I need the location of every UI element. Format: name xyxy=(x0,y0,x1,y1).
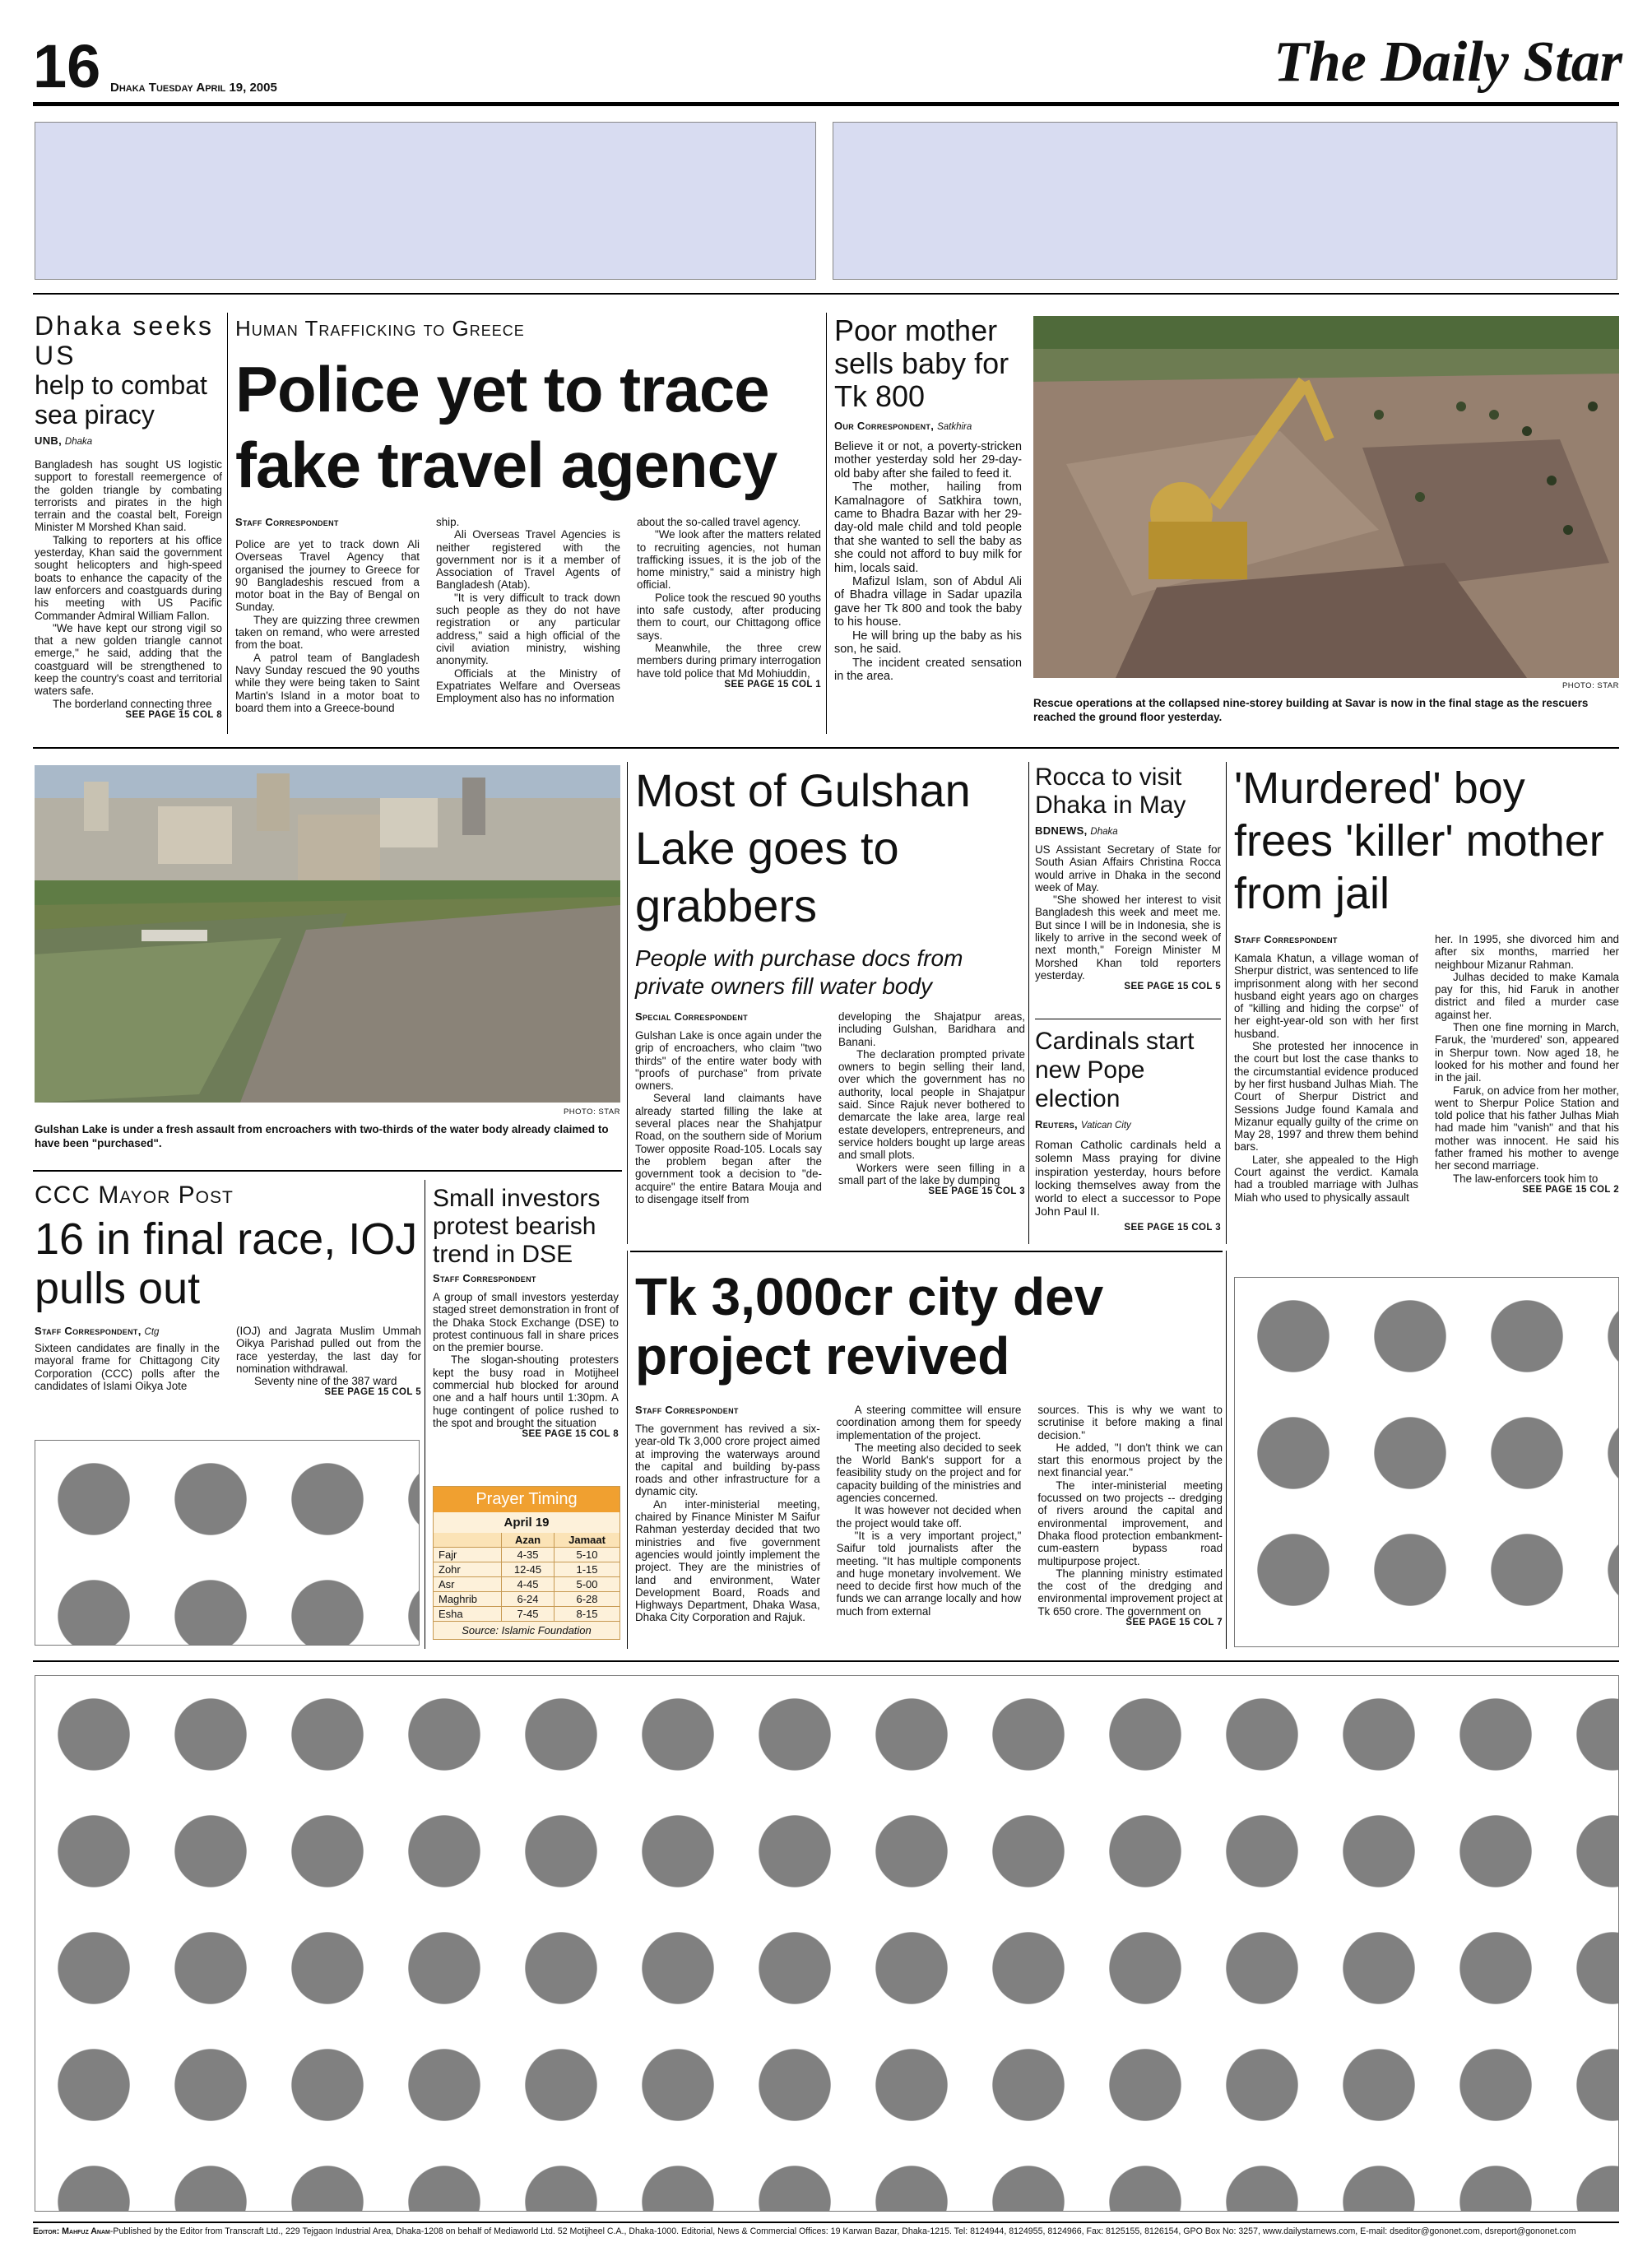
byline: Staff Correspondent xyxy=(433,1272,536,1284)
prayer-header-name xyxy=(434,1533,501,1548)
story-body-col1 xyxy=(635,1029,822,1205)
prayer-date: April 19 xyxy=(503,1516,550,1530)
see-page-link[interactable]: SEE PAGE 15 COL 7 xyxy=(1125,1618,1223,1628)
paragraph: developing the Shajatpur areas, including Gulshan, Baridhara and Banani. xyxy=(838,1010,1025,1048)
editor-label: Editor: Mahfuz Anam xyxy=(33,2226,110,2236)
photo-savar-rescue xyxy=(1033,316,1619,678)
prayer-azan: 4-45 xyxy=(501,1577,554,1592)
byline-agency: Reuters, xyxy=(1035,1118,1078,1130)
byline-place: Vatican City xyxy=(1080,1121,1131,1130)
byline-place: Ctg xyxy=(144,1327,160,1337)
ad-space-right xyxy=(833,122,1617,280)
paragraph: Talking to reporters at his office yesterday, Khan said the government sought helicopters and high-speed boats to enhance the capacity of the law enforcers and coastguards during his meeting with US Pacific Commander Admiral William Fallon. xyxy=(35,533,222,622)
page-number: 16 xyxy=(33,32,101,100)
byline xyxy=(1035,1118,1221,1130)
prayer-row xyxy=(434,1577,620,1592)
paragraph: Ali Overseas Travel Agencies is neither registered with the government nor is it a member of Association of Travel Agents of Bangladesh (Atab). xyxy=(436,528,620,592)
headline: Police yet to trace fake travel agency xyxy=(235,353,777,501)
masthead-rule xyxy=(33,102,1619,106)
column-rule xyxy=(627,762,628,1244)
story-body-col1 xyxy=(235,538,420,714)
section-rule xyxy=(33,747,1619,749)
story-small-investors xyxy=(433,1185,619,1439)
prayer-name: Esha xyxy=(434,1607,501,1622)
story-body-col2 xyxy=(1435,933,1619,1185)
paragraph: An inter-ministerial meeting, chaired by Finance Minister M Saifur Rahman yesterday decided that two ministries and five government agencies would jointly implement the project. They are the ministries of land and environment, Water Development Board, Roads and Highways Department, Dhaka Wasa, Dhaka City Corporation and Rajuk. xyxy=(635,1497,820,1624)
paragraph: The meeting also decided to seek the World Bank's support for a feasibility study on the project and for capacity building of the ministries and agencies concerned. xyxy=(836,1441,1022,1505)
story-body xyxy=(1035,843,1221,982)
paper-name-logo: The Daily Star xyxy=(1274,30,1622,94)
column-rule xyxy=(1226,1251,1227,1649)
dateline: Dhaka Tuesday April 19, 2005 xyxy=(110,81,277,95)
prayer-col-azan: Azan xyxy=(501,1533,554,1548)
paragraph: The slogan-shouting protesters kept the busy road in Motijheel commercial hub blocked for around one and a half hours until 1:30pm. A huge contingent of police rushed to the spot and brought the situation xyxy=(433,1353,619,1429)
prayer-name: Maghrib xyxy=(434,1592,501,1607)
story-rocca xyxy=(1035,764,1221,991)
byline: Staff Correspondent xyxy=(235,516,339,528)
paragraph: "It is very difficult to track down such people as they do not have registration or any particular address," said a high official of the civil aviation ministry, wishing anonymity. xyxy=(436,591,620,667)
paragraph: (IOJ) and Jagrata Muslim Ummah Oikya Parishad pulled out from the race yesterday, the last day for nomination withdrawal. xyxy=(236,1325,421,1375)
story-body-col1 xyxy=(1234,952,1418,1204)
paragraph: Faruk, on advice from her mother, went to Sherpur Police Station and told police that his father Julhas Miah had made him "vanish" and that his mother was innocent. He said his father framed his mother to avenge her second marriage. xyxy=(1435,1084,1619,1172)
see-page-link[interactable]: SEE PAGE 15 COL 3 xyxy=(1124,1222,1221,1233)
prayer-azan: 6-24 xyxy=(501,1592,554,1607)
paragraph: sources. This is why we want to scrutinise it before making a final decision." xyxy=(1037,1404,1223,1442)
story-body-col1 xyxy=(35,1342,220,1392)
prayer-header-row xyxy=(434,1533,620,1548)
prayer-table xyxy=(434,1533,620,1622)
prayer-row xyxy=(434,1592,620,1607)
prayer-col-jamaat: Jamaat xyxy=(555,1533,620,1548)
photo-caption: Rescue operations at the collapsed nine-storey building at Savar is now in the final stage as the rescuers reached the ground floor yesterday. xyxy=(1033,697,1589,723)
paragraph: US Assistant Secretary of State for South Asian Affairs Christina Rocca would arrive in Dhaka in the second week of May. xyxy=(1035,843,1221,894)
paragraph: Then one fine morning in March, Faruk, the 'murdered' son, appeared in Sherpur town. Now aged 18, he looked for his mother and found her in the jail. xyxy=(1435,1021,1619,1084)
story-body-col2 xyxy=(837,1404,1022,1618)
story-body-col3 xyxy=(637,516,821,680)
paragraph: A group of small investors yesterday staged street demonstration in front of the Dhaka Stock Exchange (DSE) to protest continuous fall in share prices on the premier bourse. xyxy=(433,1291,619,1354)
headline-part2: help to combat sea piracy xyxy=(35,370,207,429)
photo-caption: Gulshan Lake is under a fresh assault from encroachers with two-thirds of the water body already claimed to have been "purchased". xyxy=(35,1123,609,1149)
byline xyxy=(35,434,222,447)
ad-space-left xyxy=(35,122,816,280)
paragraph: Roman Catholic cardinals held a solemn Mass praying for divine inspiration yesterday, hours before locking themselves away from the world to elect a successor to Pope John Paul II. xyxy=(1035,1139,1221,1219)
headline-part1: Dhaka seeks US xyxy=(35,311,214,370)
kicker: CCC Mayor Post xyxy=(35,1182,234,1209)
column-rule xyxy=(826,313,827,734)
paragraph: Several land claimants have already started filling the lake at several places near the Shahjatpur Road, on the southern side of Morium Tower opposite Road-105. Locals say the problem began after the government took a decision to "de-acquire" the entire Batara Mouja and to disengage itself from xyxy=(635,1092,822,1205)
paragraph: "She showed her interest to visit Bangladesh this week and meet me. But since I will be in Indonesia, she is likely to arrive in the second week of next month," Foreign Minister M Morshed Khan told reporters yesterday. xyxy=(1035,894,1221,982)
story-body-col1 xyxy=(635,1423,820,1624)
headline: Most of Gulshan Lake goes to grabbers xyxy=(635,764,971,931)
decorative-polka-dot-block xyxy=(35,1440,420,1646)
paragraph: The planning ministry estimated the cost of the dredging and environmental improvement project at Tk 650 crore. The government on xyxy=(1037,1567,1223,1618)
paragraph: It was however not decided when the project would take off. xyxy=(836,1504,1022,1530)
paragraph: "It is a very important project," Saifur told journalists after the meeting. "It has multiple components and huge monetary involvement. We need to decide first how much of the funds we can arrange locally and how much from external xyxy=(836,1529,1022,1618)
byline-label: Our Correspondent, xyxy=(834,420,935,432)
story-police xyxy=(235,316,821,714)
paragraph: He will bring up the baby as his son, he said. xyxy=(834,629,1022,657)
paragraph: A patrol team of Bangladesh Navy Sunday rescued the 90 youths while they were being taken to Saint Martin's Island in a motor boat to board them into a Greece-bound xyxy=(235,651,420,714)
paragraph: ship. xyxy=(436,516,460,528)
paragraph: The government has revived a six-year-old Tk 3,000 crore project aimed at improving the waterways around the capital and building by-pass roads and other infrastructure for a dynamic city. xyxy=(635,1423,820,1498)
paragraph: Police took the rescued 90 youths into safe custody, after producing them to court, our Chittagong office says. xyxy=(637,591,821,642)
paragraph: The inter-ministerial meeting focussed on two projects -- dredging of rivers around the capital and environmental improvement, and Dhaka flood protection embankment-cum-eastern bypass road multipurpose project. xyxy=(1037,1479,1223,1567)
story-body-col2 xyxy=(838,1010,1025,1186)
prayer-name: Asr xyxy=(434,1577,501,1592)
byline: Staff Correspondent xyxy=(1234,933,1338,945)
byline-place: Dhaka xyxy=(64,437,93,447)
see-page-link[interactable]: SEE PAGE 15 COL 8 xyxy=(522,1429,619,1440)
story-body xyxy=(35,458,222,710)
see-page-link[interactable]: SEE PAGE 15 COL 1 xyxy=(724,679,821,689)
prayer-row xyxy=(434,1548,620,1562)
ad-divider-rule xyxy=(33,293,1619,295)
prayer-azan: 12-45 xyxy=(501,1562,554,1577)
column-rule xyxy=(1028,762,1029,1244)
see-page-link[interactable]: SEE PAGE 15 COL 5 xyxy=(1124,982,1221,992)
paragraph: Workers were seen filling in a small part of the lake by dumping xyxy=(838,1161,1025,1186)
paragraph: Bangladesh has sought US logistic support to forestall reemergence of the golden triangle by combating terrorists and pirates in the high terrain and the coastal belt, Foreign Minister M Morshed Khan said. xyxy=(35,458,222,534)
paragraph: Sixteen candidates are finally in the mayoral frame for Chittagong City Corporation (CCC) polls after the candidates of Islami Oikya Jote xyxy=(35,1342,220,1392)
savar-rubble-image xyxy=(1033,316,1619,678)
prayer-timing-box xyxy=(433,1486,620,1640)
paragraph: Believe it or not, a poverty-stricken mother yesterday sold her 29-day-old baby after she failed to feed it. xyxy=(834,440,1022,481)
column-rule xyxy=(1226,762,1227,1244)
column-rule xyxy=(227,313,228,734)
prayer-row xyxy=(434,1562,620,1577)
paragraph: Police are yet to track down Ali Overseas Travel Agency that organised the journey to Greece for 90 Bangladeshis rescued from a motor boat in the Bay of Bengal on Sunday. xyxy=(235,538,420,614)
story-gulshan xyxy=(635,762,1025,1205)
decorative-polka-dot-block xyxy=(1234,1277,1619,1647)
prayer-azan: 4-35 xyxy=(501,1548,554,1562)
prayer-jamaat: 5-10 xyxy=(555,1548,620,1562)
story-body-col2 xyxy=(236,1325,421,1387)
story-cardinals xyxy=(1035,1027,1221,1233)
paragraph: The mother, hailing from Kamalnagore of Satkhira town, came to Bhadra Bazar with her 29-day-old male child and told people that she wanted to sell the baby as she could not afford to buy milk for him, locals said. xyxy=(834,481,1022,575)
photo-credit: PHOTO: STAR xyxy=(563,1107,620,1117)
see-page-link[interactable]: SEE PAGE 15 COL 3 xyxy=(928,1186,1025,1197)
footer-imprint xyxy=(33,2226,1619,2236)
prayer-source: Source: Islamic Foundation xyxy=(462,1624,592,1637)
paragraph: The incident created sensation in the area. xyxy=(834,656,1022,683)
paragraph: Officials at the Ministry of Expatriates Welfare and Overseas Employment also has no information xyxy=(436,666,620,705)
section-rule xyxy=(630,1251,1223,1252)
story-body-col3 xyxy=(1037,1404,1223,1618)
byline-place: Satkhira xyxy=(937,422,972,432)
photo-gulshan-lake xyxy=(35,765,620,1103)
headline: Cardinals start new Pope election xyxy=(1035,1028,1195,1112)
story-body-col2 xyxy=(436,516,620,704)
story-city-dev xyxy=(635,1267,1223,1627)
paragraph: Later, she appealed to the High Court against the verdict. Kamala had a troubled marriage with Julhas Miah who used to physically assault xyxy=(1234,1153,1418,1204)
story-poor-mother xyxy=(834,314,1022,683)
gulshan-lake-image xyxy=(35,765,620,1103)
paragraph: The borderland connecting three xyxy=(53,697,212,710)
see-page-link[interactable]: SEE PAGE 15 COL 2 xyxy=(1522,1184,1619,1195)
prayer-name: Fajr xyxy=(434,1548,501,1562)
headline: Tk 3,000cr city dev project revived xyxy=(635,1267,1104,1386)
prayer-azan: 7-45 xyxy=(501,1607,554,1622)
byline: Staff Correspondent xyxy=(635,1404,739,1416)
photo-credit: PHOTO: STAR xyxy=(1562,681,1619,690)
paragraph: Seventy nine of the 387 ward xyxy=(254,1375,397,1388)
see-page-link[interactable]: SEE PAGE 15 COL 5 xyxy=(324,1387,421,1398)
footer-rule xyxy=(33,2222,1619,2223)
paragraph: The declaration prompted private owners to begin selling their land, over which the government has no authority, local people in Shajatpur said. Since Rajuk never bothered to demarcate the lake area, large real estate developers, entrepreneurs, and service holders bought up large areas and small plots. xyxy=(838,1047,1025,1162)
headline: Small investors protest bearish trend in DSE xyxy=(433,1185,601,1268)
paragraph: "We have kept our strong vigil so that a new golden triangle cannot emerge," he said, adding that the coastguard will be strengthened to keep the country's coast and territorial waters safe. xyxy=(35,621,222,698)
prayer-jamaat: 1-15 xyxy=(555,1562,620,1577)
byline-label: Staff Correspondent, xyxy=(35,1325,142,1337)
byline-agency: BDNEWS, xyxy=(1035,824,1088,837)
byline-agency: UNB, xyxy=(35,434,62,447)
imprint-text: -Published by the Editor from Transcraft Ltd., 229 Tejgaon Industrial Area, Dhaka-1208 on behalf of Mediaworld Ltd. 52 Motijheel C.A., Dhaka-1000. Editorial, News & Commercial Offices: 19 Karwan Bazar, Dhaka-1215. Tel: 8124944, 8124955, 8124966, Fax: 8125155, 8126154, GPO Box No: 3257, www.dailystarnews.com, E-mail: dseditor@gononet.com, dsreport@gononet.com xyxy=(109,2226,1576,2236)
story-body xyxy=(834,440,1022,683)
prayer-name: Zohr xyxy=(434,1562,501,1577)
paragraph: The law-enforcers took him to xyxy=(1453,1172,1599,1185)
paragraph: She protested her innocence in the court but lost the case thanks to the circumstantial evidence produced by her first husband Julhas Miah. The Court of Sherpur District and Sessions Judge found Kamala and Mizanur equally guilty of the crime on May 28, 1997 and threw them behind bars. xyxy=(1234,1040,1418,1154)
decorative-polka-dot-ad xyxy=(35,1675,1619,2212)
prayer-jamaat: 6-28 xyxy=(555,1592,620,1607)
section-rule xyxy=(33,1170,622,1172)
column-rule xyxy=(627,1251,628,1649)
byline xyxy=(35,1325,220,1337)
paragraph: about the so-called travel agency. xyxy=(637,516,801,528)
story-sea-piracy xyxy=(35,311,222,720)
prayer-title: Prayer Timing xyxy=(434,1487,620,1512)
story-ccc-mayor xyxy=(35,1182,421,1397)
paragraph: A steering committee will ensure coordination among them for speedy implementation of the project. xyxy=(836,1404,1022,1442)
paragraph: her. In 1995, she divorced him and after six months, married her neighbour Mizanur Rahman. xyxy=(1435,933,1619,971)
paragraph: Meanwhile, the three crew members during primary interrogation have told police that Md Mohiuddin, xyxy=(637,641,821,680)
paragraph: Mafizul Islam, son of Abdul Ali of Bhadra village in Sadar upazila gave her Tk 800 and took the baby to his house. xyxy=(834,575,1022,629)
prayer-jamaat: 8-15 xyxy=(555,1607,620,1622)
byline: Special Correspondent xyxy=(635,1010,748,1023)
kicker: Human Trafficking to Greece xyxy=(235,316,525,341)
byline xyxy=(834,420,1022,432)
see-page-link[interactable]: SEE PAGE 15 COL 8 xyxy=(125,709,222,720)
paragraph: Julhas decided to make Kamala pay for this, hid Faruk in another district and filed a murder case against her. xyxy=(1435,970,1619,1021)
paragraph: "We look after the matters related to recruiting agencies, not human trafficking issues, it is the job of the home ministry," said a ministry high official. xyxy=(637,528,821,592)
byline-place: Dhaka xyxy=(1090,827,1118,837)
headline: 'Murdered' boy frees 'killer' mother from jail xyxy=(1234,764,1604,918)
headline: Rocca to visit Dhaka in May xyxy=(1035,764,1186,819)
paragraph: Kamala Khatun, a village woman of Sherpur district, was sentenced to life imprisonment along with her second husband eight years ago on charges of "killing and hiding the corpse" of her eight-year-old son with her first husband. xyxy=(1234,952,1418,1040)
headline: 16 in final race, IOJ pulls out xyxy=(35,1214,418,1313)
byline xyxy=(1035,824,1221,837)
deck: People with purchase docs from private owners fill water body xyxy=(635,945,963,999)
prayer-jamaat: 5-00 xyxy=(555,1577,620,1592)
story-body xyxy=(433,1291,619,1429)
prayer-row xyxy=(434,1607,620,1622)
section-rule xyxy=(33,1660,1619,1662)
headline: Poor mother sells baby for Tk 800 xyxy=(834,313,1009,413)
paragraph: They are quizzing three crewmen taken on remand, who were arrested from the boat. xyxy=(235,613,420,652)
story-body xyxy=(1035,1139,1221,1219)
story-murdered-boy xyxy=(1234,762,1619,1204)
paragraph: He added, "I don't think we can start this enormous project by the next financial year." xyxy=(1037,1441,1223,1479)
paragraph: Gulshan Lake is once again under the grip of encroachers, who claim "two thirds" of the entire water body with "proofs of purchase" from private owners. xyxy=(635,1029,822,1093)
